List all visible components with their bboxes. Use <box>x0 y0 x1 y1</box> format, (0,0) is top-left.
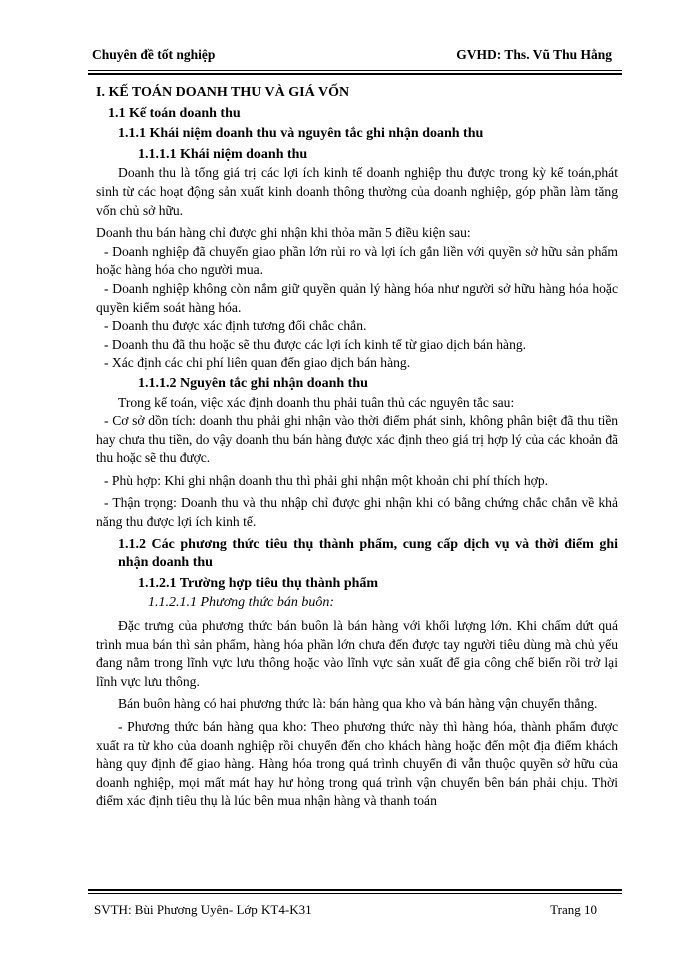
page-number: Trang 10 <box>550 902 597 917</box>
paragraph-wholesale: Đặc trưng của phương thức bán buôn là bán hàng với khối lượng lớn. Khi chấm dứt quá trình mua bán thì sản phẩm, hàng hóa phần lớn chưa đến được tay người tiêu dùng mà chủ yếu đang nằm trong lĩnh vực lưu thông hoặc vào lĩnh vực sản xuất để gia công chế biến rồi trở lại lĩnh vực lưu thông. <box>96 618 618 689</box>
page-footer <box>94 902 622 920</box>
page-body <box>96 84 618 811</box>
paragraph-revenue-definition: Doanh thu là tổng giá trị các lợi ích kinh tế doanh nghiệp thu được trong kỳ kế toán,phát sinh từ các hoạt động sản xuất kinh doanh thông thường của doanh nghiệp, góp phần làm tăng vốn chủ sở hữu. <box>96 165 618 218</box>
condition-item: - Doanh nghiệp đã chuyển giao phần lớn rủi ro và lợi ích gắn liền với quyền sở hữu sản phẩm hoặc hàng hóa cho người mua. <box>96 243 618 278</box>
heading-1-1-1-1: 1.1.1.1 Khái niệm doanh thu <box>138 146 308 162</box>
condition-item: - Doanh nghiệp không còn nắm giữ quyền quản lý hàng hóa như người sở hữu hàng hóa hoặc quyền kiểm soát hàng hóa. <box>96 280 618 315</box>
footer-rule-thick <box>88 889 622 891</box>
principle-item: - Phù hợp: Khi ghi nhận doanh thu thì phải ghi nhận một khoản chi phí thích hợp. <box>104 472 549 488</box>
header-rule-thick <box>88 73 622 75</box>
paragraph-principles-intro: Trong kế toán, việc xác định doanh thu phải tuân thủ các nguyên tắc sau: <box>118 394 515 410</box>
heading-1-1: 1.1 Kế toán doanh thu <box>108 105 241 121</box>
paragraph-wholesale-methods: Bán buôn hàng có hai phương thức là: bán hàng qua kho và bán hàng vận chuyển thẳng. <box>118 696 598 712</box>
principle-item: - Thận trọng: Doanh thu và thu nhập chỉ được ghi nhận khi có bằng chứng chắc chắn về khả năng thu được lợi ích kinh tế. <box>96 495 618 530</box>
footer-rule-thin <box>88 893 622 894</box>
heading-1-1-2-1-1: 1.1.2.1.1 Phương thức bán buôn: <box>148 595 335 611</box>
heading-1-1-2: 1.1.2 Các phương thức tiêu thụ thành phẩm, cung cấp dịch vụ và thời điểm ghi nhận doanh thu <box>118 536 618 571</box>
principle-item: - Cơ sở dồn tích: doanh thu phải ghi nhận vào thời điểm phát sinh, không phân biệt đã thu tiền hay chưa thu tiền, do vậy doanh thu bán hàng được xác định theo giá trị hợp lý của các khoản đã thu hoặc sẽ thu được. <box>96 413 618 466</box>
condition-item: - Xác định các chi phí liên quan đến giao dịch bán hàng. <box>104 355 411 371</box>
header-rule-thin <box>88 70 622 71</box>
header-title: Chuyên đề tốt nghiệp <box>92 47 216 62</box>
heading-1-1-1-2: 1.1.1.2 Nguyên tắc ghi nhận doanh thu <box>138 375 368 391</box>
paragraph-warehouse-method: - Phương thức bán hàng qua kho: Theo phương thức này thì hàng hóa, thành phẩm được xuất ra từ kho của doanh nghiệp rồi chuyển đến cho khách hàng hoặc đến một địa điểm khách hàng quy định để giao hàng. Hàng hóa trong quá trình chuyển đi vẫn thuộc quyền sở hữu của doanh nghiệp, mọi mất mát hay hư hỏng trong quá trình vận chuyển bên bán phải chịu. Thời điểm xác định tiêu thụ là lúc bên mua nhận hàng và thanh toán <box>96 719 618 809</box>
heading-1-1-1: 1.1.1 Khái niệm doanh thu và nguyên tắc ghi nhận doanh thu <box>118 126 484 142</box>
paragraph-conditions-intro: Doanh thu bán hàng chỉ được ghi nhận khi thỏa mãn 5 điều kiện sau: <box>96 225 471 241</box>
heading-1-1-2-1: 1.1.2.1 Trường hợp tiêu thụ thành phẩm <box>138 575 379 591</box>
condition-item: - Doanh thu được xác định tương đối chắc chắn. <box>104 318 367 334</box>
heading-section-I: I. KẾ TOÁN DOANH THU VÀ GIÁ VỐN <box>96 85 350 100</box>
condition-item: - Doanh thu đã thu hoặc sẽ thu được các lợi ích kinh tế từ giao dịch bán hàng. <box>104 336 527 352</box>
page-header <box>92 47 622 65</box>
footer-author: SVTH: Bùi Phương Uyên- Lớp KT4-K31 <box>94 902 312 917</box>
header-advisor: GVHD: Ths. Vũ Thu Hằng <box>456 47 612 62</box>
